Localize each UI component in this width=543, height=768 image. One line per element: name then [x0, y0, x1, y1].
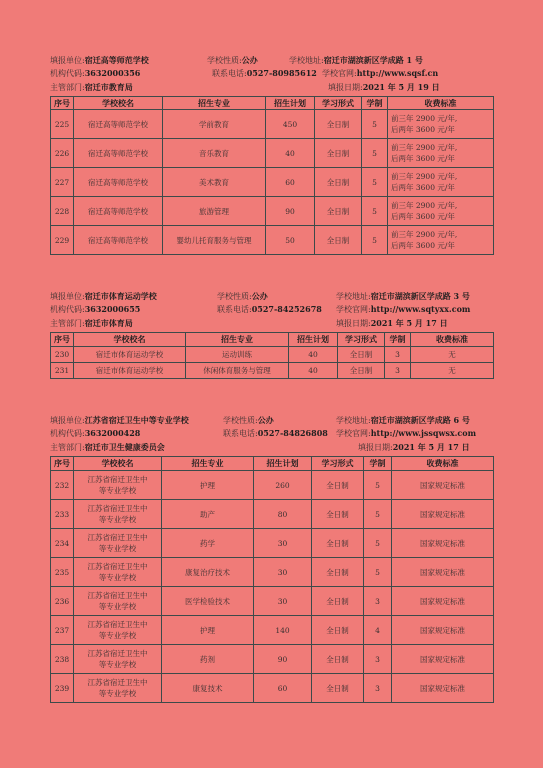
col-header: 学制 [364, 457, 392, 471]
cell-form: 全日制 [312, 616, 364, 645]
cell-fee [388, 110, 494, 139]
cell-years: 3 [385, 363, 411, 379]
school-section-1 [50, 50, 493, 262]
date-label: 填报日期: [336, 319, 371, 328]
cell-major: 旅游管理 [163, 197, 266, 226]
cell-major: 休闲体育服务与管理 [186, 363, 289, 379]
dept-label: 主管部门: [50, 319, 85, 328]
cell-no: 232 [51, 471, 74, 500]
table-row [51, 471, 494, 500]
cell-school [74, 471, 162, 500]
cell-school: 宿迁高等师范学校 [74, 110, 163, 139]
cell-school [74, 529, 162, 558]
code-line [50, 304, 140, 315]
table-row [51, 529, 494, 558]
nature-value: 公办 [257, 415, 274, 425]
cell-school [74, 616, 162, 645]
col-header: 招生计划 [289, 333, 338, 347]
table-header-row [51, 97, 494, 110]
cell-no: 239 [51, 674, 74, 703]
code-value: 3632000428 [84, 428, 141, 438]
cell-school: 宿迁高等师范学校 [74, 197, 163, 226]
cell-school: 宿迁高等师范学校 [74, 168, 163, 197]
nature-label: 学校性质: [207, 56, 242, 65]
site-value[interactable]: http://www.jssqwsx.com [370, 428, 477, 438]
cell-years: 3 [364, 645, 392, 674]
cell-years: 5 [362, 139, 388, 168]
phone-label: 联系电话: [217, 305, 252, 314]
school-section-2 [50, 286, 493, 386]
cell-major: 康复技术 [162, 674, 254, 703]
col-header: 学习形式 [312, 457, 364, 471]
cell-form: 全日制 [312, 529, 364, 558]
phone-line [223, 428, 328, 439]
school-line-1: 江苏省宿迁卫生中 [87, 562, 148, 571]
unit-label: 填报单位: [50, 292, 85, 301]
cell-major: 护理 [162, 471, 254, 500]
school-line-2: 等专业学校 [98, 660, 137, 669]
cell-no: 235 [51, 558, 74, 587]
nature-label: 学校性质: [223, 416, 258, 425]
col-header: 招生专业 [186, 333, 289, 347]
fee-line-1: 前三年 2900 元/年, [391, 172, 458, 181]
unit-value: 宿迁高等师范学校 [84, 55, 149, 65]
phone-line [212, 68, 317, 79]
cell-form: 全日制 [315, 110, 362, 139]
cell-form: 全日制 [315, 139, 362, 168]
date-label: 填报日期: [358, 443, 393, 452]
nature-line [223, 415, 274, 426]
site-value[interactable]: http://www.sqtyxx.com [370, 304, 471, 314]
col-header: 序号 [51, 97, 74, 110]
school-line-1: 江苏省宿迁卫生中 [87, 475, 148, 484]
cell-form: 全日制 [315, 168, 362, 197]
cell-no: 237 [51, 616, 74, 645]
nature-line [207, 55, 258, 66]
dept-value: 宿迁市体育局 [84, 318, 133, 328]
dept-line [50, 442, 165, 453]
cell-years: 5 [362, 168, 388, 197]
cell-school: 宿迁高等师范学校 [74, 226, 163, 255]
fee-line-1: 前三年 2900 元/年, [391, 143, 458, 152]
col-header: 学校校名 [74, 97, 163, 110]
col-header: 序号 [51, 333, 74, 347]
phone-label: 联系电话: [212, 69, 247, 78]
col-header: 招生专业 [163, 97, 266, 110]
cell-plan: 40 [289, 347, 338, 363]
cell-form: 全日制 [312, 500, 364, 529]
cell-years: 5 [362, 110, 388, 139]
table-row [51, 226, 494, 255]
cell-plan: 90 [254, 645, 312, 674]
cell-fee [388, 139, 494, 168]
cell-plan: 50 [266, 226, 315, 255]
site-label: 学校官网: [336, 429, 371, 438]
cell-plan: 450 [266, 110, 315, 139]
fee-line-2: 后两年 3600 元/年 [391, 183, 455, 192]
cell-plan: 30 [254, 558, 312, 587]
cell-no: 225 [51, 110, 74, 139]
dept-value: 宿迁市教育局 [84, 82, 133, 92]
site-line [336, 428, 476, 439]
cell-no: 236 [51, 587, 74, 616]
fee-line-1: 前三年 2900 元/年, [391, 201, 458, 210]
site-value[interactable]: http://www.sqsf.cn [356, 68, 439, 78]
cell-school [74, 587, 162, 616]
date-line [336, 318, 448, 329]
addr-value: 宿迁市湖滨新区学成路 3 号 [370, 291, 470, 301]
cell-plan: 30 [254, 529, 312, 558]
addr-line [336, 291, 470, 302]
phone-value: 0527-84826808 [257, 428, 328, 438]
code-label: 机构代码: [50, 69, 85, 78]
dept-line [50, 82, 133, 93]
cell-form: 全日制 [312, 558, 364, 587]
date-label: 填报日期: [328, 83, 363, 92]
date-value: 2021 年 5 月 17 日 [392, 442, 470, 452]
cell-fee [388, 226, 494, 255]
table-row [51, 616, 494, 645]
col-header: 收费标准 [411, 333, 494, 347]
cell-major: 运动训练 [186, 347, 289, 363]
cell-plan: 30 [254, 587, 312, 616]
site-line [322, 68, 438, 79]
cell-years: 3 [385, 347, 411, 363]
cell-form: 全日制 [338, 347, 385, 363]
table-row [51, 347, 494, 363]
cell-years: 5 [364, 529, 392, 558]
col-header: 学制 [385, 333, 411, 347]
table-row [51, 197, 494, 226]
cell-fee: 国家规定标准 [392, 529, 494, 558]
col-header: 学习形式 [338, 333, 385, 347]
fee-line-1: 前三年 2900 元/年, [391, 230, 458, 239]
cell-fee: 国家规定标准 [392, 674, 494, 703]
code-line [50, 428, 140, 439]
code-label: 机构代码: [50, 429, 85, 438]
cell-form: 全日制 [312, 674, 364, 703]
cell-no: 226 [51, 139, 74, 168]
unit-label: 填报单位: [50, 56, 85, 65]
school-line-2: 等专业学校 [98, 573, 137, 582]
cell-plan: 60 [254, 674, 312, 703]
cell-years: 5 [362, 197, 388, 226]
table-header-row [51, 333, 494, 347]
cell-major: 美术教育 [163, 168, 266, 197]
cell-major: 音乐教育 [163, 139, 266, 168]
table-row [51, 558, 494, 587]
school-line-1: 江苏省宿迁卫生中 [87, 678, 148, 687]
unit-line [50, 291, 157, 302]
unit-line [50, 415, 189, 426]
cell-major: 药学 [162, 529, 254, 558]
enrollment-table-1 [50, 96, 494, 255]
cell-plan: 40 [289, 363, 338, 379]
cell-fee: 国家规定标准 [392, 616, 494, 645]
col-header: 招生专业 [162, 457, 254, 471]
cell-school [74, 558, 162, 587]
unit-line [50, 55, 149, 66]
school-line-2: 等专业学校 [98, 515, 137, 524]
school-line-1: 江苏省宿迁卫生中 [87, 504, 148, 513]
code-value: 3632000356 [84, 68, 141, 78]
col-header: 学制 [362, 97, 388, 110]
addr-label: 学校地址: [289, 56, 324, 65]
dept-label: 主管部门: [50, 443, 85, 452]
cell-no: 229 [51, 226, 74, 255]
cell-years: 5 [364, 558, 392, 587]
phone-line [217, 304, 322, 315]
school-line-1: 江苏省宿迁卫生中 [87, 533, 148, 542]
fee-line-1: 前三年 2900 元/年, [391, 114, 458, 123]
addr-line [289, 55, 423, 66]
enrollment-table-2 [50, 332, 494, 379]
cell-no: 231 [51, 363, 74, 379]
nature-line [217, 291, 268, 302]
cell-major: 学前教育 [163, 110, 266, 139]
cell-major: 医学检验技术 [162, 587, 254, 616]
nature-value: 公办 [241, 55, 258, 65]
cell-form: 全日制 [312, 587, 364, 616]
cell-school: 宿迁市体育运动学校 [74, 347, 186, 363]
table-row [51, 110, 494, 139]
addr-line [336, 415, 470, 426]
cell-school: 宿迁高等师范学校 [74, 139, 163, 168]
table-row [51, 645, 494, 674]
cell-years: 3 [364, 674, 392, 703]
dept-line [50, 318, 133, 329]
cell-plan: 90 [266, 197, 315, 226]
code-value: 3632000655 [84, 304, 141, 314]
cell-no: 228 [51, 197, 74, 226]
fee-line-2: 后两年 3600 元/年 [391, 154, 455, 163]
cell-school [74, 674, 162, 703]
fee-line-2: 后两年 3600 元/年 [391, 125, 455, 134]
cell-fee: 无 [411, 347, 494, 363]
cell-form: 全日制 [312, 471, 364, 500]
cell-form: 全日制 [338, 363, 385, 379]
addr-label: 学校地址: [336, 416, 371, 425]
code-label: 机构代码: [50, 305, 85, 314]
cell-fee [388, 197, 494, 226]
unit-value: 江苏省宿迁卫生中等专业学校 [84, 415, 189, 425]
addr-value: 宿迁市湖滨新区学成路 6 号 [370, 415, 470, 425]
cell-no: 233 [51, 500, 74, 529]
site-label: 学校官网: [322, 69, 357, 78]
unit-label: 填报单位: [50, 416, 85, 425]
cell-years: 5 [362, 226, 388, 255]
date-line [328, 82, 440, 93]
table-row [51, 139, 494, 168]
unit-value: 宿迁市体育运动学校 [84, 291, 157, 301]
school-line-1: 江苏省宿迁卫生中 [87, 649, 148, 658]
cell-plan: 140 [254, 616, 312, 645]
cell-form: 全日制 [315, 197, 362, 226]
cell-plan: 260 [254, 471, 312, 500]
school-line-2: 等专业学校 [98, 689, 137, 698]
code-line [50, 68, 140, 79]
school-line-1: 江苏省宿迁卫生中 [87, 620, 148, 629]
col-header: 序号 [51, 457, 74, 471]
school-line-2: 等专业学校 [98, 631, 137, 640]
cell-plan: 60 [266, 168, 315, 197]
col-header: 学校校名 [74, 457, 162, 471]
cell-fee [388, 168, 494, 197]
cell-years: 4 [364, 616, 392, 645]
table-row [51, 587, 494, 616]
cell-fee: 国家规定标准 [392, 558, 494, 587]
cell-years: 5 [364, 500, 392, 529]
table-row [51, 674, 494, 703]
cell-school [74, 500, 162, 529]
cell-major: 婴幼儿托育服务与管理 [163, 226, 266, 255]
col-header: 招生计划 [266, 97, 315, 110]
school-line-1: 江苏省宿迁卫生中 [87, 591, 148, 600]
nature-value: 公办 [251, 291, 268, 301]
col-header: 学习形式 [315, 97, 362, 110]
table-row [51, 168, 494, 197]
dept-value: 宿迁市卫生健康委员会 [84, 442, 165, 452]
nature-label: 学校性质: [217, 292, 252, 301]
cell-major: 康复治疗技术 [162, 558, 254, 587]
cell-major: 护理 [162, 616, 254, 645]
phone-label: 联系电话: [223, 429, 258, 438]
cell-fee: 国家规定标准 [392, 471, 494, 500]
date-value: 2021 年 5 月 19 日 [362, 82, 440, 92]
date-line [358, 442, 470, 453]
cell-years: 3 [364, 587, 392, 616]
cell-plan: 80 [254, 500, 312, 529]
cell-years: 5 [364, 471, 392, 500]
cell-no: 238 [51, 645, 74, 674]
cell-fee: 国家规定标准 [392, 587, 494, 616]
cell-form: 全日制 [315, 226, 362, 255]
col-header: 招生计划 [254, 457, 312, 471]
cell-no: 234 [51, 529, 74, 558]
cell-fee: 无 [411, 363, 494, 379]
school-line-2: 等专业学校 [98, 544, 137, 553]
addr-label: 学校地址: [336, 292, 371, 301]
cell-fee: 国家规定标准 [392, 500, 494, 529]
date-value: 2021 年 5 月 17 日 [370, 318, 448, 328]
table-row [51, 500, 494, 529]
cell-form: 全日制 [312, 645, 364, 674]
addr-value: 宿迁市湖滨新区学成路 1 号 [323, 55, 423, 65]
site-line [336, 304, 470, 315]
site-label: 学校官网: [336, 305, 371, 314]
cell-no: 227 [51, 168, 74, 197]
cell-no: 230 [51, 347, 74, 363]
table-header-row [51, 457, 494, 471]
cell-major: 助产 [162, 500, 254, 529]
fee-line-2: 后两年 3600 元/年 [391, 212, 455, 221]
school-line-2: 等专业学校 [98, 486, 137, 495]
school-line-2: 等专业学校 [98, 602, 137, 611]
cell-fee: 国家规定标准 [392, 645, 494, 674]
cell-school [74, 645, 162, 674]
enrollment-table-3 [50, 456, 494, 703]
cell-major: 药剂 [162, 645, 254, 674]
cell-plan: 40 [266, 139, 315, 168]
phone-value: 0527-84252678 [251, 304, 322, 314]
table-row [51, 363, 494, 379]
col-header: 收费标准 [388, 97, 494, 110]
col-header: 学校校名 [74, 333, 186, 347]
school-section-3 [50, 410, 493, 715]
phone-value: 0527-80985612 [246, 68, 317, 78]
dept-label: 主管部门: [50, 83, 85, 92]
cell-school: 宿迁市体育运动学校 [74, 363, 186, 379]
col-header: 收费标准 [392, 457, 494, 471]
fee-line-2: 后两年 3600 元/年 [391, 241, 455, 250]
